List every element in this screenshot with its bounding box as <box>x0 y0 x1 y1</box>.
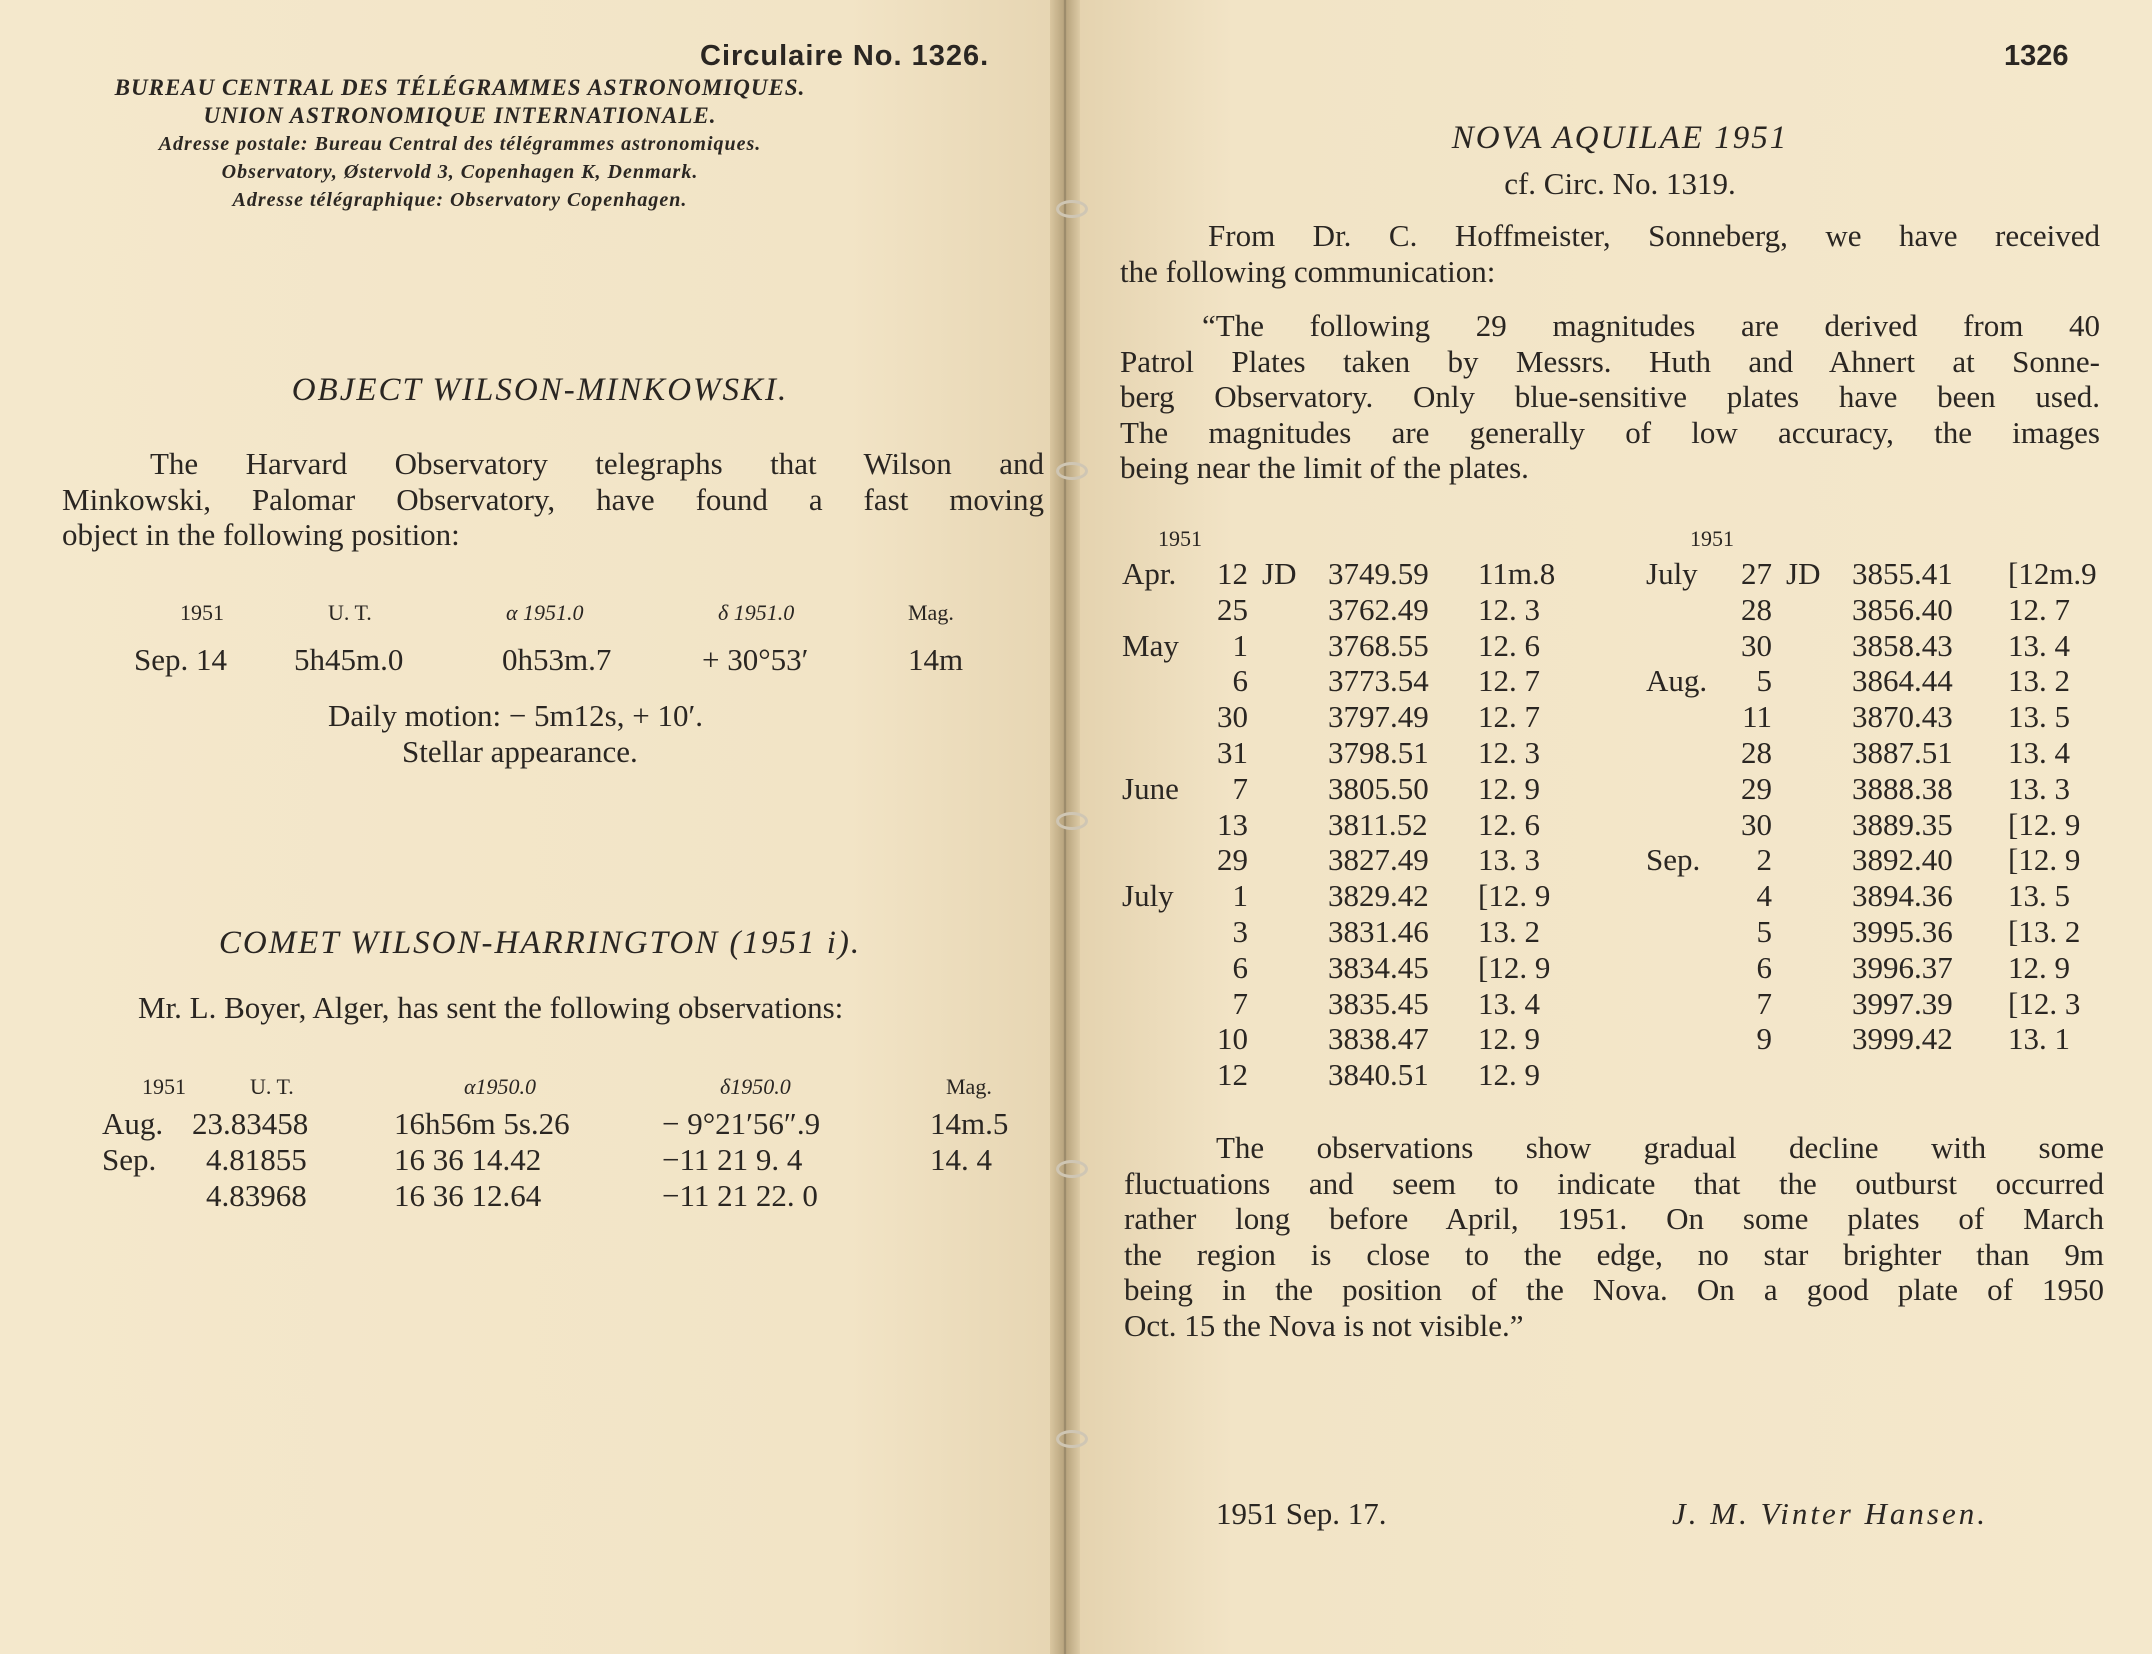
comet-ut: 4.81855 <box>206 1142 307 1177</box>
jd-cell: 3805.50 <box>1328 770 1429 806</box>
day-cell: 12 <box>1217 1057 1248 1093</box>
magnitude-cell: 13. 1 <box>2008 1021 2070 1057</box>
object-date: Sep. 14 <box>134 642 227 677</box>
quoted-communication <box>1120 308 2100 486</box>
comet-dec: − 9°21′56″.9 <box>662 1106 821 1141</box>
jd-cell: 3797.49 <box>1328 699 1429 735</box>
day-cell: 25 <box>1217 591 1248 627</box>
jd-cell: 3831.46 <box>1328 914 1429 949</box>
jd-cell: 3999.42 <box>1852 1021 1953 1057</box>
comet-dec: −11 21 22. 0 <box>662 1178 818 1213</box>
day-cell: 3 <box>1232 914 1248 949</box>
binding-stitch <box>1056 812 1088 830</box>
paragraph-line: From Dr. C. Hoffmeister, Sonneberg, we have received <box>1208 218 2100 253</box>
magnitude-cell: 13. 2 <box>1478 914 1540 949</box>
col-header-ut: U. T. <box>250 1074 294 1099</box>
object-ra: 0h53m.7 <box>502 642 612 677</box>
circular-reference: cf. Circ. No. 1319. <box>1504 166 1736 201</box>
magnitude-cell: 12. 9 <box>1478 1057 1540 1093</box>
paragraph-line: fluctuations and seem to indicate that the outburst occurred <box>1124 1165 2104 1201</box>
jd-cell: 3838.47 <box>1328 1021 1429 1057</box>
bureau-header <box>40 74 880 214</box>
jd-cell: 3827.49 <box>1328 842 1429 878</box>
magnitude-cell: 13. 3 <box>1478 842 1540 878</box>
header-line: Adresse postale: Bureau Central des télégrammes astronomiques. <box>158 133 762 155</box>
header-line: BUREAU CENTRAL DES TÉLÉGRAMMES ASTRONOMIQUES. <box>114 75 806 100</box>
jd-cell: 3997.39 <box>1852 985 1953 1021</box>
paragraph-line: The magnitudes are generally of low accuracy, the images <box>1120 414 2100 450</box>
header-line: Adresse télégraphique: Observatory Copenhagen. <box>232 189 688 211</box>
nova-title: NOVA AQUILAE 1951 <box>1451 120 1789 156</box>
magnitude-cell: 13. 2 <box>2008 663 2070 699</box>
day-cell: 5 <box>1756 914 1772 949</box>
paragraph-line: Patrol Plates taken by Messrs. Huth and Ahnert at Sonne- <box>1120 343 2100 379</box>
jd-cell: 3889.35 <box>1852 806 1953 842</box>
day-cell: 30 <box>1741 627 1772 663</box>
month-cell: Apr. <box>1122 556 1177 591</box>
day-cell: 7 <box>1232 985 1248 1021</box>
magnitude-cell: 13. 3 <box>2008 770 2070 806</box>
month-cell: July <box>1646 556 1698 591</box>
magnitude-cell: 12. 9 <box>1478 1021 1540 1057</box>
month-cell: May <box>1122 627 1179 663</box>
binding-stitch <box>1056 1160 1088 1178</box>
day-cell: 12 <box>1217 556 1248 591</box>
magnitude-cell: 12. 3 <box>1478 735 1540 770</box>
intro-paragraph <box>1120 218 2100 289</box>
comet-dec: −11 21 9. 4 <box>662 1142 803 1177</box>
object-ut: 5h45m.0 <box>294 642 404 677</box>
col-header-ra: α 1951.0 <box>506 600 584 625</box>
binding-stitch <box>1056 462 1088 480</box>
paragraph-line: being near the limit of the plates. <box>1120 450 1529 485</box>
jd-cell: 3864.44 <box>1852 663 1953 699</box>
magnitude-cell: 12. 9 <box>1478 770 1540 806</box>
day-cell: 9 <box>1756 1021 1772 1057</box>
jd-cell: 3840.51 <box>1328 1057 1429 1093</box>
magnitude-cell: 13. 5 <box>2008 699 2070 735</box>
day-cell: 28 <box>1741 591 1772 627</box>
magnitude-cell: [12. 9 <box>2008 842 2081 878</box>
comet-month: Aug. <box>102 1106 164 1141</box>
daily-motion: Daily motion: − 5m12s, + 10′. <box>328 698 703 733</box>
magnitude-cell: [12. 9 <box>1478 949 1551 985</box>
jd-cell: 3996.37 <box>1852 949 1953 985</box>
comet-mag: 14m.5 <box>930 1106 1009 1141</box>
col-header-year: 1951 <box>142 1074 186 1099</box>
paragraph-line: the following communication: <box>1120 253 1496 289</box>
comet-month: Sep. <box>102 1142 157 1177</box>
day-cell: 1 <box>1232 627 1248 663</box>
jd-cell: 3829.42 <box>1328 878 1429 914</box>
comet-mag: 14. 4 <box>930 1142 992 1177</box>
jd-cell: 3773.54 <box>1328 663 1429 699</box>
closing-paragraph <box>1124 1130 2104 1343</box>
day-cell: 7 <box>1756 985 1772 1021</box>
col-header-year: 1951 <box>180 600 224 625</box>
day-cell: 6 <box>1756 949 1772 985</box>
jd-label: JD <box>1262 556 1297 591</box>
comet-ra: 16 36 12.64 <box>394 1178 542 1213</box>
paragraph-line: The observations show gradual decline with some <box>1216 1130 2104 1165</box>
day-cell: 29 <box>1217 842 1248 878</box>
day-cell: 1 <box>1232 878 1248 914</box>
day-cell: 31 <box>1217 735 1248 770</box>
paragraph-line: berg Observatory. Only blue-sensitive plates have been used. <box>1120 379 2100 414</box>
binding-stitch <box>1056 1430 1088 1448</box>
object-title: OBJECT WILSON-MINKOWSKI. <box>291 372 789 408</box>
comet-title: COMET WILSON-HARRINGTON (1951 i). <box>218 925 862 961</box>
day-cell: 10 <box>1217 1021 1248 1057</box>
table-year-left: 1951 <box>1158 526 1202 551</box>
object-paragraph <box>62 446 1044 553</box>
paragraph-line: the region is close to the edge, no star brighter than 9m <box>1124 1236 2104 1272</box>
day-cell: 30 <box>1217 699 1248 735</box>
comet-ra: 16h56m 5s.26 <box>394 1106 570 1141</box>
magnitude-cell: 12. 9 <box>2008 949 2070 985</box>
magnitude-cell: [12. 9 <box>2008 806 2081 842</box>
paragraph-line: “The following 29 magnitudes are derived from 40 <box>1202 308 2100 343</box>
day-cell: 7 <box>1232 770 1248 806</box>
binding-stitch <box>1056 200 1088 218</box>
object-dec: + 30°53′ <box>702 642 809 677</box>
header-line: UNION ASTRONOMIQUE INTERNATIONALE. <box>203 103 717 128</box>
day-cell: 13 <box>1217 806 1248 842</box>
left-page <box>0 0 1060 1654</box>
col-header-dec: δ1950.0 <box>720 1074 791 1099</box>
col-header-mag: Mag. <box>946 1074 992 1099</box>
month-cell: June <box>1122 770 1179 806</box>
jd-cell: 3888.38 <box>1852 770 1953 806</box>
jd-cell: 3834.45 <box>1328 949 1429 985</box>
jd-cell: 3762.49 <box>1328 591 1429 627</box>
jd-cell: 3887.51 <box>1852 735 1953 770</box>
paragraph-line: Oct. 15 the Nova is not visible.” <box>1124 1307 1524 1343</box>
day-cell: 6 <box>1232 663 1248 699</box>
stellar-appearance: Stellar appearance. <box>402 734 638 769</box>
comet-intro: Mr. L. Boyer, Alger, has sent the following observations: <box>138 990 844 1025</box>
magnitude-cell: 12. 6 <box>1478 627 1540 663</box>
magnitude-cell: 12. 7 <box>1478 663 1540 699</box>
signature: J. M. Vinter Hansen. <box>1672 1496 1988 1531</box>
jd-cell: 3749.59 <box>1328 556 1429 591</box>
magnitude-cell: [12m.9 <box>2008 556 2097 591</box>
paragraph-line: rather long before April, 1951. On some plates of March <box>1124 1201 2104 1236</box>
day-cell: 11 <box>1742 699 1772 735</box>
month-cell: July <box>1122 878 1174 914</box>
jd-cell: 3858.43 <box>1852 627 1953 663</box>
magnitude-cell: 12. 7 <box>2008 591 2070 627</box>
jd-cell: 3894.36 <box>1852 878 1953 914</box>
magnitude-cell: 13. 4 <box>2008 735 2070 770</box>
jd-cell: 3855.41 <box>1852 556 1953 591</box>
jd-cell: 3835.45 <box>1328 985 1429 1021</box>
paragraph-line: object in the following position: <box>62 517 460 552</box>
table-year-right: 1951 <box>1690 526 1734 551</box>
day-cell: 6 <box>1232 949 1248 985</box>
magnitude-cell: 12. 3 <box>1478 591 1540 627</box>
jd-cell: 3870.43 <box>1852 699 1953 735</box>
paragraph-line: The Harvard Observatory telegraphs that Wilson and <box>150 446 1044 481</box>
magnitude-cell: 13. 5 <box>2008 878 2070 914</box>
magnitude-cell: 12. 6 <box>1478 806 1540 842</box>
day-cell: 28 <box>1741 735 1772 770</box>
magnitude-cell: 11m.8 <box>1478 556 1556 591</box>
month-cell: Sep. <box>1646 842 1701 878</box>
col-header-ra: α1950.0 <box>464 1074 537 1099</box>
month-cell: Aug. <box>1646 663 1708 699</box>
magnitude-cell: [12. 3 <box>2008 985 2081 1021</box>
magnitude-cell: 13. 4 <box>1478 985 1540 1021</box>
magnitude-cell: 12. 7 <box>1478 699 1540 735</box>
magnitude-cell: [13. 2 <box>2008 914 2081 949</box>
paragraph-line: Minkowski, Palomar Observatory, have found a fast moving <box>62 481 1044 517</box>
col-header-dec: δ 1951.0 <box>718 600 795 625</box>
day-cell: 30 <box>1741 806 1772 842</box>
magnitude-cell: 13. 4 <box>2008 627 2070 663</box>
circular-number: Circulaire No. 1326. <box>700 40 990 72</box>
jd-cell: 3995.36 <box>1852 914 1953 949</box>
comet-ut: 23.83458 <box>192 1106 309 1141</box>
circular-date: 1951 Sep. 17. <box>1216 1496 1387 1531</box>
jd-cell: 3856.40 <box>1852 591 1953 627</box>
object-mag: 14m <box>908 642 964 677</box>
jd-cell: 3811.52 <box>1328 806 1428 842</box>
comet-ra: 16 36 14.42 <box>394 1142 542 1177</box>
jd-label: JD <box>1786 556 1821 591</box>
page-number: 1326 <box>2004 40 2069 72</box>
jd-cell: 3798.51 <box>1328 735 1429 770</box>
jd-cell: 3892.40 <box>1852 842 1953 878</box>
day-cell: 5 <box>1756 663 1772 699</box>
comet-ut: 4.83968 <box>206 1178 307 1213</box>
magnitude-cell: [12. 9 <box>1478 878 1551 914</box>
col-header-mag: Mag. <box>908 600 954 625</box>
day-cell: 27 <box>1741 556 1772 591</box>
col-header-ut: U. T. <box>328 600 372 625</box>
jd-cell: 3768.55 <box>1328 627 1429 663</box>
paragraph-line: being in the position of the Nova. On a good plate of 1950 <box>1124 1272 2104 1307</box>
day-cell: 2 <box>1756 842 1772 878</box>
day-cell: 4 <box>1756 878 1772 914</box>
day-cell: 29 <box>1741 770 1772 806</box>
header-line: Observatory, Østervold 3, Copenhagen K, Denmark. <box>221 161 699 183</box>
